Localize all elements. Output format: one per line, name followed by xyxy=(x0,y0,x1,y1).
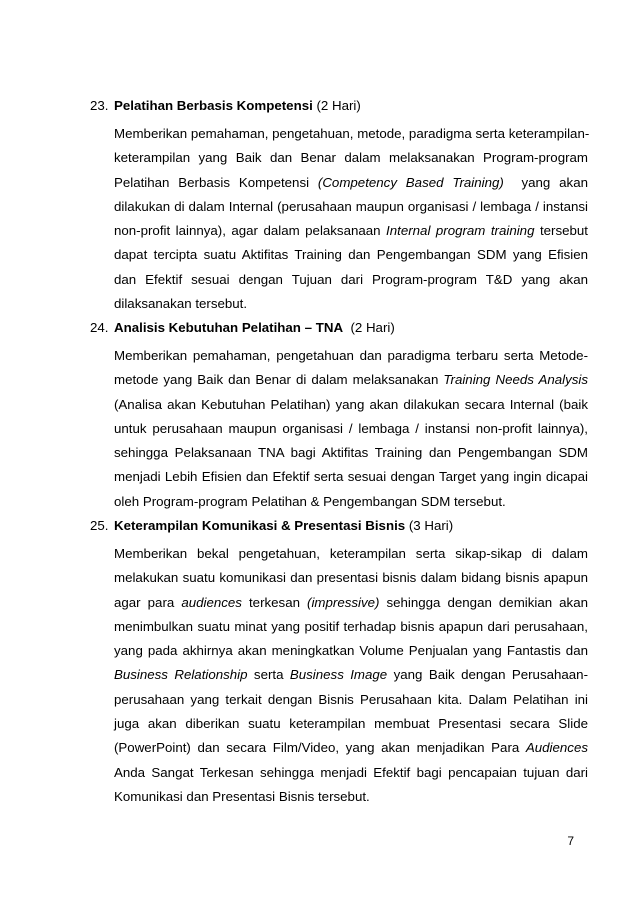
item-title: Analisis Kebutuhan Pelatihan – TNA xyxy=(114,320,344,335)
body-line: perusahaan yang terkait dengan Bisnis Perusahaan kita. Dalam Pelatihan ini xyxy=(114,691,588,707)
list-item-23 xyxy=(90,98,588,316)
item-number: 23. xyxy=(90,98,109,113)
item-body xyxy=(114,542,588,809)
body-line: dapat tercipta suatu Aktifitas Training dan Pengembangan SDM yang Efisien xyxy=(114,247,588,263)
body-line: melakukan suatu komunikasi dan presentasi bisnis dalam bidang bisnis apapun xyxy=(114,570,588,586)
body-line: dilaksanakan tersebut. xyxy=(114,296,248,312)
body-line: metode yang Baik dan Benar di dalam melaksanakan Training Needs Analysis xyxy=(114,372,588,388)
body-line: (PowerPoint) dan secara Film/Video, yang akan menjadikan Para Audiences xyxy=(114,740,588,756)
item-number: 25. xyxy=(90,518,109,533)
body-line: sehingga Pelaksanaan TNA bagi Aktifitas Training dan Pengembangan SDM xyxy=(114,445,588,461)
body-line: yang pada akhirnya akan meningkatkan Volume Penjualan yang Fantastis dan xyxy=(114,643,588,659)
body-line: dan Efektif sesuai dengan Tujuan dari Program-program T&D yang akan xyxy=(114,271,588,287)
item-duration: (2 Hari) xyxy=(350,320,395,335)
body-line: Pelatihan Berbasis Kompetensi (Competency Based Training) yang akan xyxy=(114,174,588,190)
list-item-25 xyxy=(90,518,588,809)
body-line: menimbulkan suatu minat yang positif terhadap bisnis apapun dari perusahaan, xyxy=(114,618,588,634)
list-item-24 xyxy=(90,320,588,514)
body-line: keterampilan yang Baik dan Benar dalam melaksanakan Program-program xyxy=(114,150,588,166)
item-duration: (3 Hari) xyxy=(408,518,454,533)
item-title: Keterampilan Komunikasi & Presentasi Bisnis xyxy=(114,518,406,533)
item-heading xyxy=(90,518,588,534)
body-line: untuk perusahaan maupun organisasi / lembaga / instansi non-profit lainnya), xyxy=(114,420,588,436)
body-line: Komunikasi dan Presentasi Bisnis tersebut. xyxy=(114,788,370,804)
body-line: Memberikan pemahaman, pengetahuan, metode, paradigma serta keterampilan- xyxy=(114,126,590,141)
body-line: Memberikan bekal pengetahuan, keterampilan serta sikap-sikap di dalam xyxy=(114,546,588,561)
item-body xyxy=(114,122,588,316)
item-title: Pelatihan Berbasis Kompetensi xyxy=(114,98,313,113)
body-line: Memberikan pemahaman, pengetahuan dan paradigma terbaru serta Metode- xyxy=(114,348,588,363)
item-duration: (2 Hari) xyxy=(316,98,361,113)
item-heading xyxy=(90,320,588,336)
page-number: 7 xyxy=(567,834,574,848)
body-line: agar para audiences terkesan (impressive) sehingga dengan demikian akan xyxy=(114,594,588,610)
body-line: oleh Program-program Pelatihan & Pengembangan SDM tersebut. xyxy=(114,493,506,509)
body-line: menjadi Lebih Efisien dan Efektif serta sesuai dengan Target yang ingin dicapai xyxy=(114,469,588,485)
body-line: Business Relationship serta Business Image yang Baik dengan Perusahaan- xyxy=(114,667,588,683)
body-line: non-profit lainnya), agar dalam pelaksanaan Internal program training tersebut xyxy=(114,223,588,239)
body-line: juga akan diberikan suatu keterampilan membuat Presentasi secara Slide xyxy=(114,716,588,732)
body-line: Anda Sangat Terkesan sehingga menjadi Efektif bagi pencapaian tujuan dari xyxy=(114,764,588,780)
item-heading xyxy=(90,98,588,114)
item-body xyxy=(114,344,588,514)
body-line: dilakukan di dalam Internal (perusahaan maupun organisasi / lembaga / instansi xyxy=(114,198,588,214)
body-line: (Analisa akan Kebutuhan Pelatihan) yang akan dilakukan secara Internal (baik xyxy=(114,396,588,412)
item-number: 24. xyxy=(90,320,109,335)
